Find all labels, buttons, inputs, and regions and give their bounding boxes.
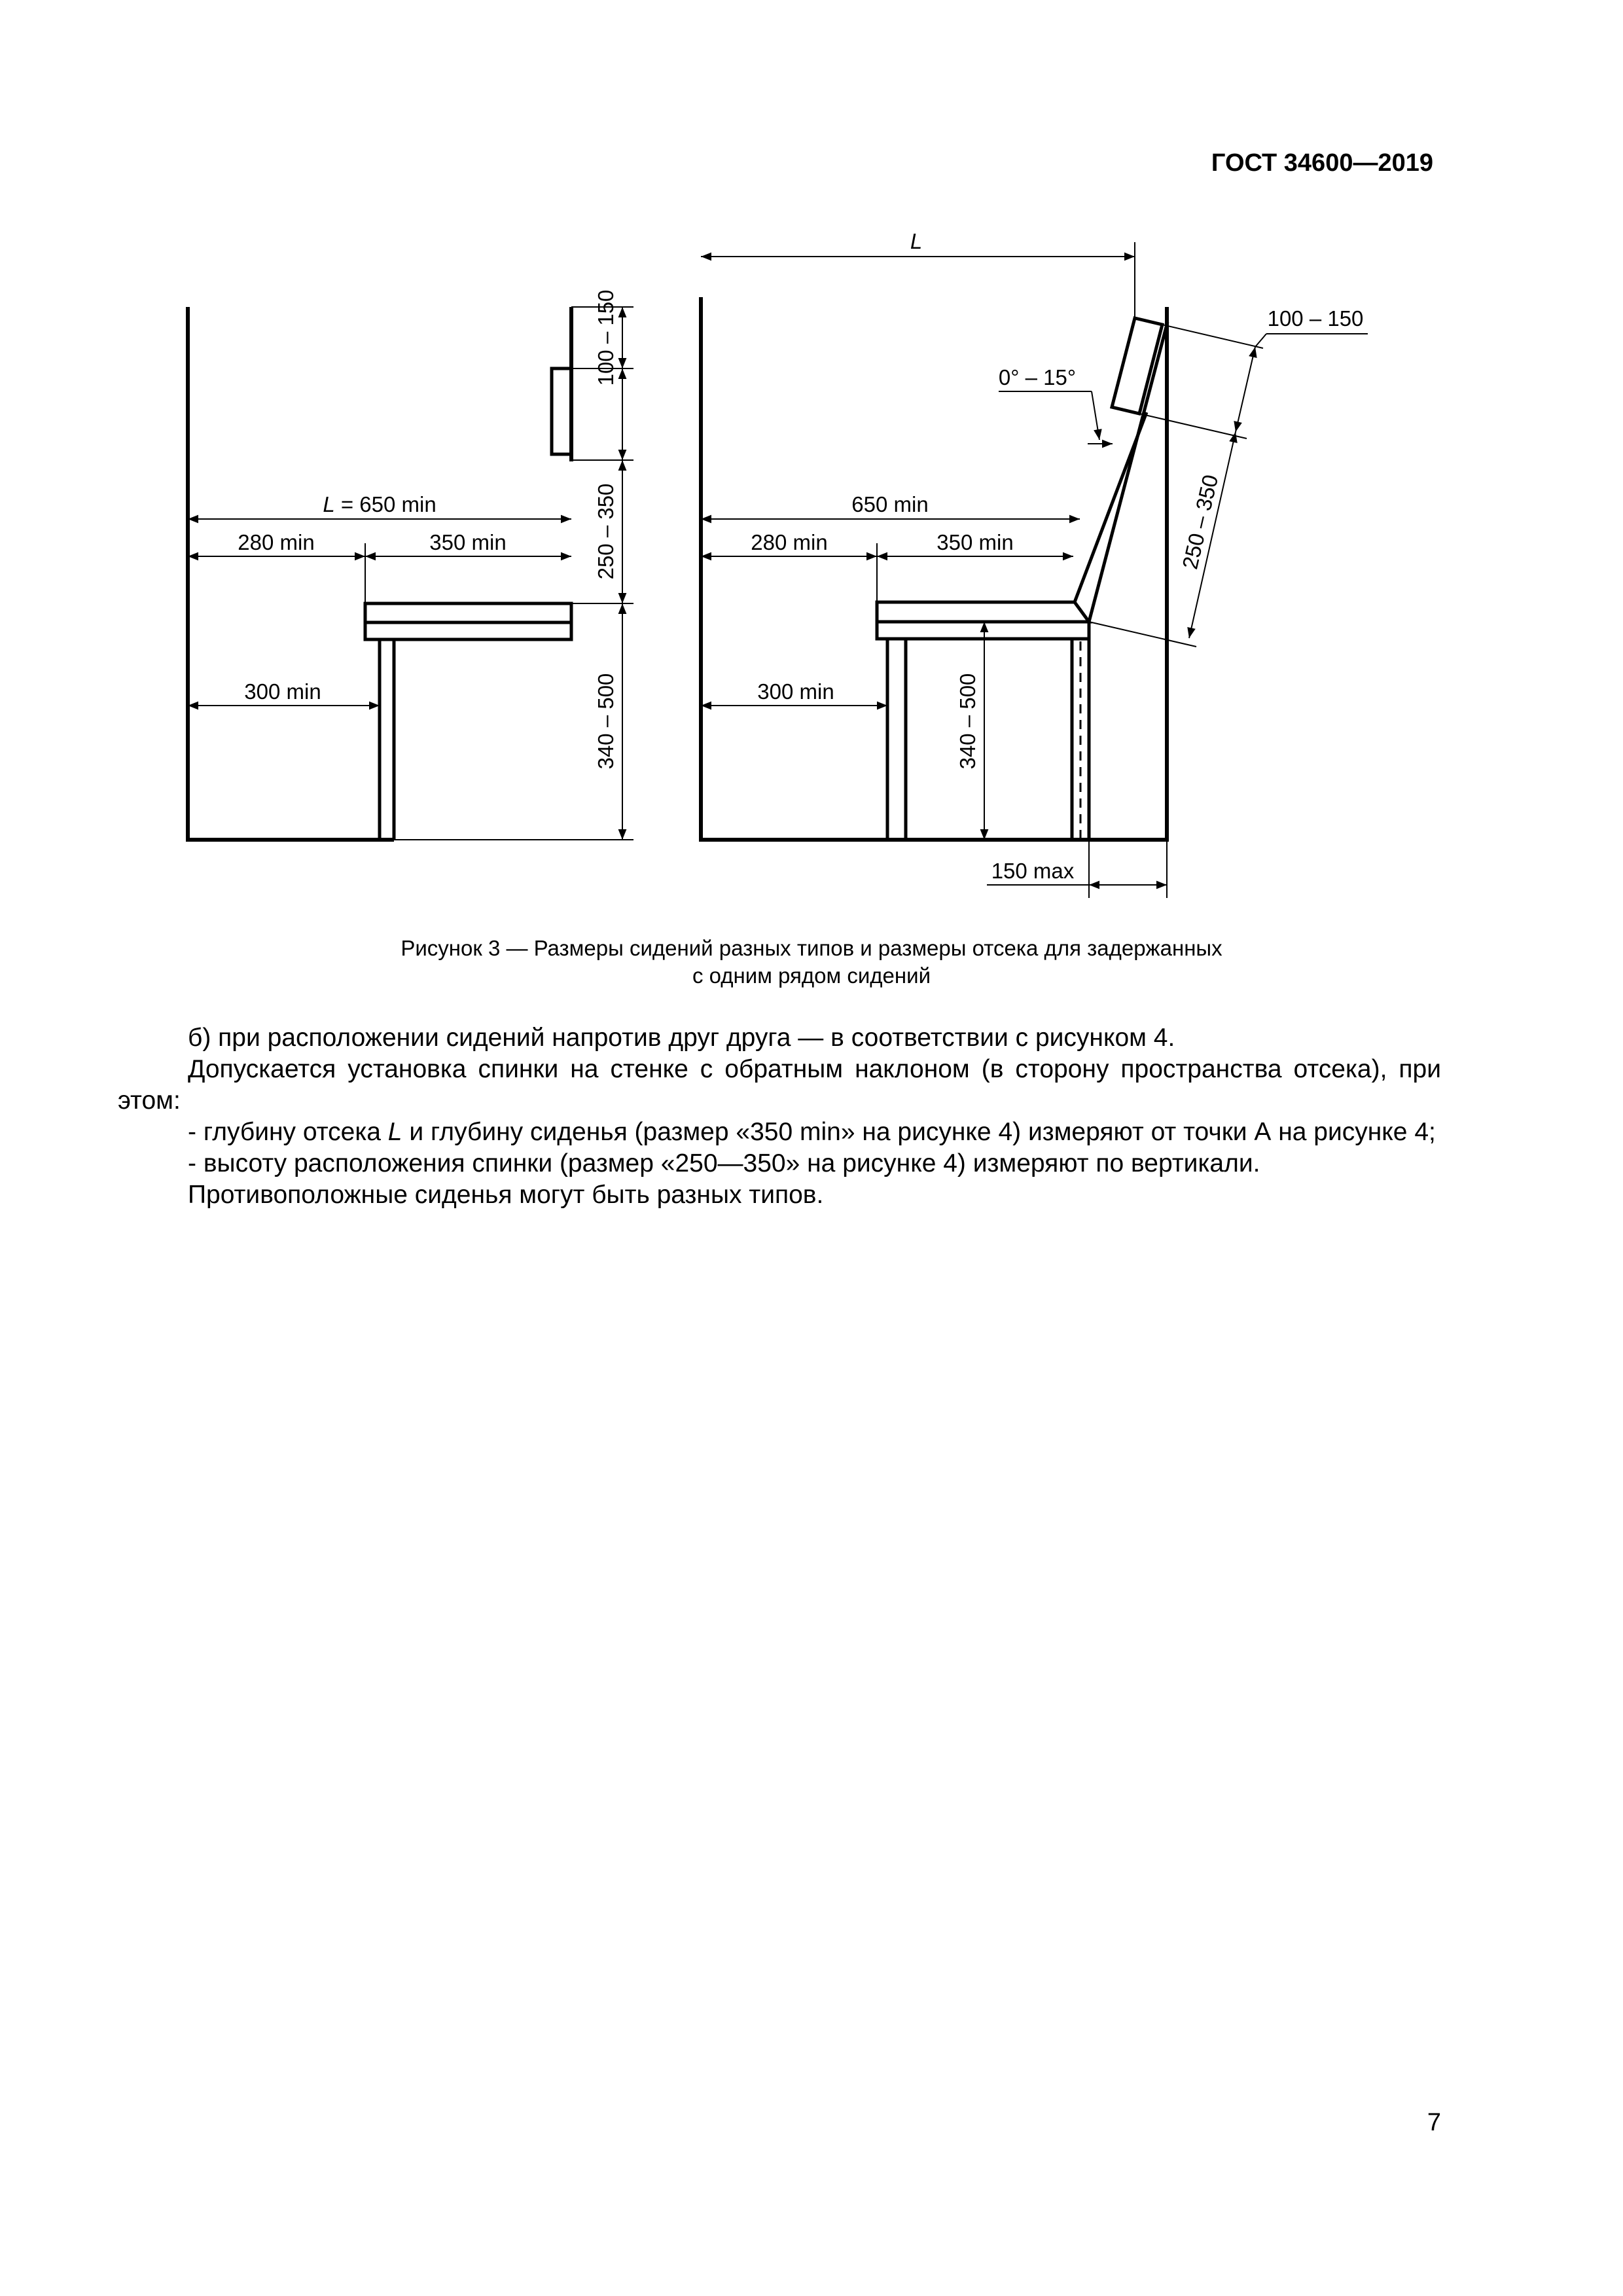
right-280-label: 280 min <box>751 530 828 554</box>
left-280-label: 280 min <box>238 530 315 554</box>
p3-part-a: - глубину отсека <box>188 1118 388 1146</box>
document-header: ГОСТ 34600—2019 <box>1211 149 1433 177</box>
right-seat-top <box>877 602 1089 622</box>
left-seat-top <box>365 603 571 622</box>
caption-line-1: Рисунок 3 — Размеры сидений разных типов и размеры отсека для задержанных <box>401 936 1222 960</box>
left-100-150-label: 100 – 150 <box>594 289 618 386</box>
right-150max-label: 150 max <box>991 859 1075 883</box>
right-340-500-label: 340 – 500 <box>955 673 980 770</box>
figure-caption <box>0 935 1623 990</box>
right-100-150-label: 100 – 150 <box>1267 306 1364 331</box>
left-dimension-labels <box>238 290 618 770</box>
right-seat-bottom <box>877 622 1089 639</box>
right-350-label: 350 min <box>936 530 1014 554</box>
right-dimensions <box>701 242 1368 898</box>
caption-line-2: с одним рядом сидений <box>692 963 931 988</box>
left-L-dimension-label: L = 650 min <box>323 492 437 516</box>
left-250-350-label: 250 – 350 <box>594 483 618 580</box>
p3-L: L <box>387 1118 402 1146</box>
figure-3-seat-dimensions <box>0 0 1623 916</box>
page-number: 7 <box>1427 2109 1441 2136</box>
right-650-label: 650 min <box>851 492 929 516</box>
right-L-label: L <box>910 229 923 253</box>
left-dimensions <box>188 307 633 840</box>
left-340-500-label: 340 – 500 <box>594 673 618 770</box>
paragraph-3 <box>118 1117 1441 1148</box>
left-300-label: 300 min <box>244 679 321 704</box>
right-backrest-post-back <box>1089 322 1168 622</box>
p3-part-b: и глубину сиденья (размер «350 min» на рисунке 4) измеряют от точки А на рисунке 4; <box>402 1118 1436 1146</box>
paragraph-2: Допускается установка спинки на стенке с обратным наклоном (в сторону пространства отсека), при этом: <box>118 1055 1441 1115</box>
paragraph-4: - высоту расположения спинки (размер «250—350» на рисунке 4) измеряют по вертикали. <box>188 1149 1260 1177</box>
left-350-label: 350 min <box>429 530 507 554</box>
left-backrest <box>552 368 571 454</box>
paragraph-5: Противоположные сиденья могут быть разных типов. <box>188 1181 824 1209</box>
left-seat-bottom <box>365 622 571 639</box>
left-seat-drawing <box>188 307 571 842</box>
right-angle-label: 0° – 15° <box>998 365 1077 389</box>
paragraph-1: б) при расположении сидений напротив друг друга — в соответствии с рисунком 4. <box>188 1024 1175 1052</box>
body-text <box>118 1022 1441 1211</box>
right-250-350-label: 250 – 350 <box>1177 472 1223 572</box>
right-300-label: 300 min <box>757 679 834 704</box>
right-seat-drawing <box>701 297 1169 842</box>
